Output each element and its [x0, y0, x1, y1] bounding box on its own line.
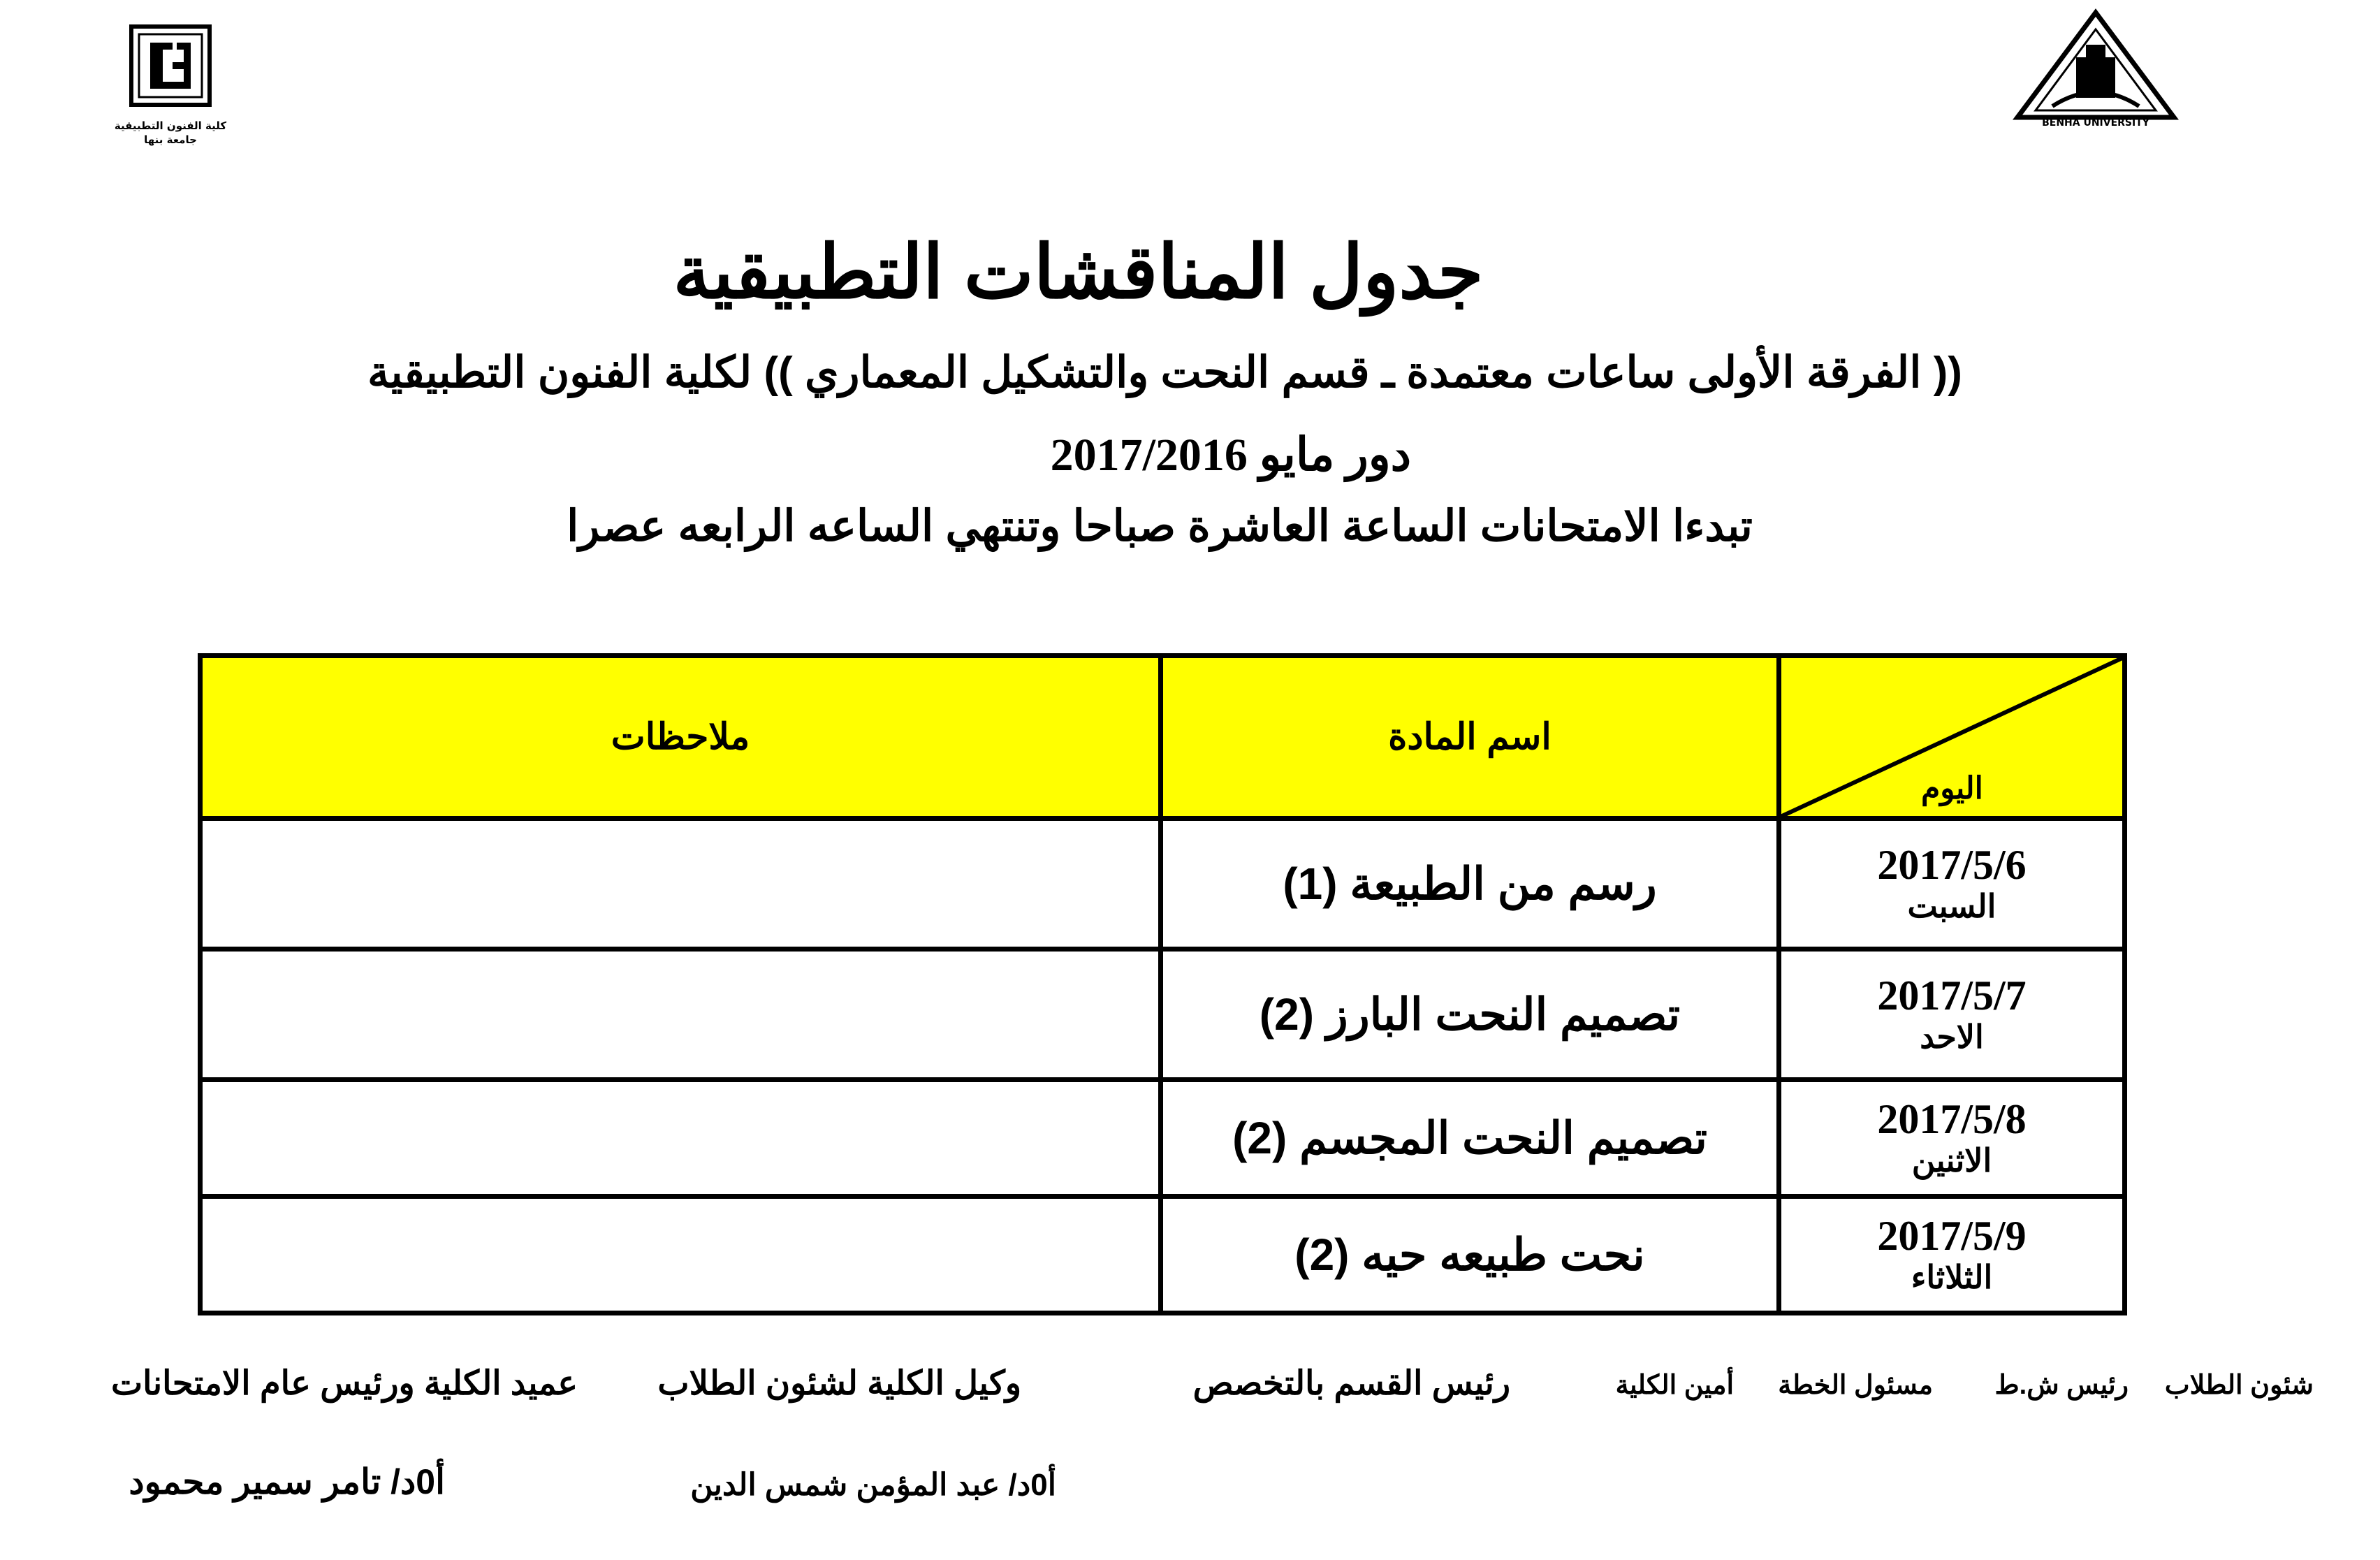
- table-row: [200, 1080, 2125, 1197]
- table-row: [200, 1197, 2125, 1313]
- header-subject: اسم المادة: [1161, 656, 1779, 819]
- university-logo: [2012, 8, 2180, 127]
- header-day-cell: [1779, 656, 2125, 819]
- subtitle-program: (( الفرقة الأولى ساعات معتمدة ـ قسم النحت والتشكيل المعماري )) لكلية الفنون التطبيقية: [367, 349, 1962, 397]
- subject-cell: تصميم النحت المجسم (2): [1161, 1080, 1779, 1197]
- subject-cell: تصميم النحت البارز (2): [1161, 949, 1779, 1080]
- notes-cell: [200, 1080, 1161, 1197]
- sig-faculty-secretary: أمين الكلية: [1615, 1371, 1734, 1400]
- notes-cell: [200, 1197, 1161, 1313]
- day-cell: [1779, 1080, 2125, 1197]
- vice-dean-name: أ0د/ عبد المؤمن شمس الدين: [690, 1468, 1056, 1502]
- faculty-logo-text-2: جامعة بنها: [144, 133, 197, 146]
- faculty-emblem-icon: [114, 24, 262, 147]
- exam-date: 2017/5/6: [1877, 842, 2027, 889]
- exam-date: 2017/5/8: [1877, 1096, 2027, 1143]
- subtitle-exam-time: تبدءا الامتحانات الساعة العاشرة صباحا وتنتهي الساعه الرابعه عصرا: [567, 502, 1753, 551]
- subtitle-session: دور مايو 2017/2016: [1050, 430, 1411, 481]
- header-day: اليوم: [1921, 771, 1983, 806]
- exam-weekday: السبت: [1907, 888, 1996, 925]
- notes-cell: [200, 949, 1161, 1080]
- table-row: [200, 819, 2125, 949]
- university-emblem-icon: [2012, 8, 2180, 127]
- university-logo-text: BENHA UNIVERSITY: [2042, 117, 2149, 129]
- table-row: [200, 949, 2125, 1080]
- notes-cell: [200, 819, 1161, 949]
- exam-weekday: الاثنين: [1911, 1142, 1992, 1179]
- exam-date: 2017/5/7: [1877, 972, 2027, 1019]
- exam-weekday: الاحد: [1920, 1019, 1984, 1056]
- sig-plan-officer: مسئول الخطة: [1778, 1371, 1933, 1400]
- sig-dept-head: رئيس القسم بالتخصص: [1192, 1365, 1510, 1402]
- table-header-row: [200, 656, 2125, 819]
- day-cell: [1779, 949, 2125, 1080]
- exam-weekday: الثلاثاء: [1911, 1259, 1993, 1296]
- exam-date: 2017/5/9: [1877, 1213, 2027, 1260]
- sig-dean: عميد الكلية ورئيس عام الامتحانات: [110, 1365, 578, 1402]
- subject-cell: نحت طبيعه حيه (2): [1161, 1197, 1779, 1313]
- dean-name: أ0د/ تامر سمير محمود: [129, 1462, 445, 1501]
- faculty-logo: [114, 24, 262, 147]
- day-cell: [1779, 819, 2125, 949]
- header-notes: ملاحظات: [200, 656, 1161, 819]
- day-cell: [1779, 1197, 2125, 1313]
- sig-student-affairs: شئون الطلاب: [2164, 1371, 2314, 1400]
- sig-vice-dean: وكيل الكلية لشئون الطلاب: [657, 1365, 1021, 1402]
- schedule-table: [198, 653, 2127, 1315]
- subject-cell: رسم من الطبيعة (1): [1161, 819, 1779, 949]
- page-title: جدول المناقشات التطبيقية: [673, 231, 1484, 314]
- faculty-logo-text-1: كلية الفنون التطبيقية: [114, 119, 227, 132]
- sig-head-student-affairs: رئيس ش.ط: [1994, 1371, 2129, 1400]
